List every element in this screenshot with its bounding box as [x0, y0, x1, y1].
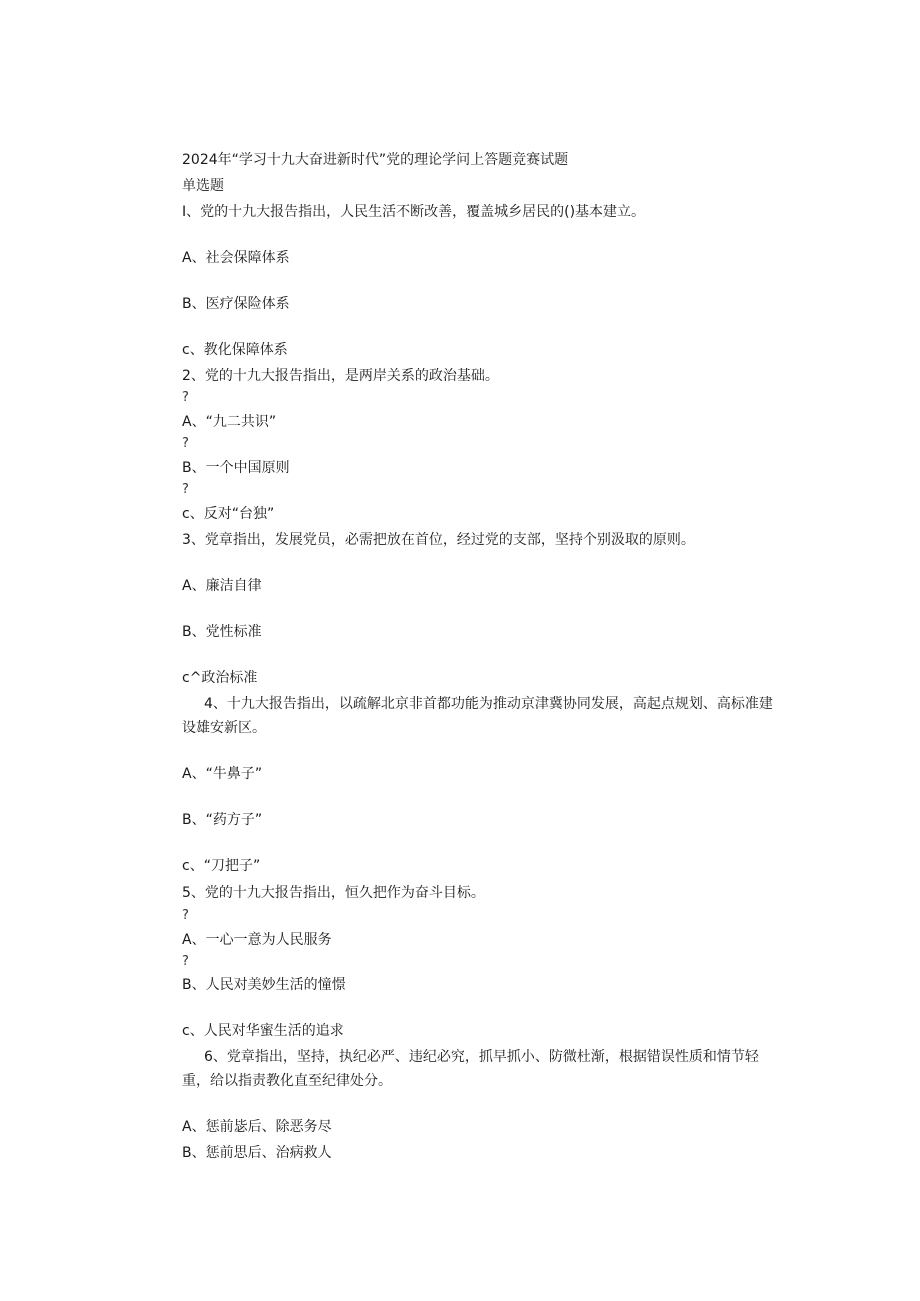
- question-5-stem: 5、党的十九大报告指出，恒久把作为奋斗目标。: [182, 885, 485, 901]
- question-2-option-b: B、一个中国原则: [182, 460, 290, 476]
- question-mark: ?: [182, 954, 189, 969]
- question-6-option-a: A、惩前毖后、除恶务尽: [182, 1119, 332, 1135]
- question-mark: ?: [182, 482, 189, 497]
- question-5-option-c: c、人民对华蜜生活的追求: [182, 1023, 344, 1039]
- question-2-option-a: A、“九二共识”: [182, 414, 277, 430]
- question-5-option-a: A、一心一意为人民服务: [182, 932, 332, 948]
- question-2-stem: 2、党的十九大报告指出，是两岸关系的政治基础。: [182, 368, 499, 384]
- question-3-option-a: A、廉洁自律: [182, 578, 262, 594]
- document-title: 2024年“学习十九大奋进新时代”党的理论学问上答题竞赛试题: [182, 152, 569, 168]
- question-3-option-b: B、党性标准: [182, 624, 262, 640]
- question-3-stem: 3、党章指出，发展党员，必需把放在首位，经过党的支部，坚持个别汲取的原则。: [182, 532, 695, 548]
- question-5-option-b: B、人民对美妙生活的憧憬: [182, 977, 346, 993]
- question-4-stem: 4、十九大报告指出，以疏解北京非首都功能为推动京津冀协同发展，高起点规划、高标准建设雄安新区。: [182, 696, 773, 736]
- question-mark: ?: [182, 908, 189, 923]
- question-2-option-c: c、反对“台独”: [182, 506, 275, 522]
- question-4-option-b: B、“药方子”: [182, 812, 263, 828]
- question-1-stem: I、党的十九大报告指出，人民生活不断改善，覆盖城乡居民的()基本建立。: [182, 204, 646, 220]
- question-mark: ?: [182, 436, 189, 451]
- question-6-stem: 6、党章指出，坚持，执纪必严、违纪必究，抓早抓小、防微杜渐，根据错误性质和情节轻重，给以指责教化直至纪律处分。: [182, 1049, 759, 1089]
- question-1-option-c: c、教化保障体系: [182, 342, 288, 358]
- question-3-option-c: c^政治标准: [182, 670, 258, 686]
- question-1-option-a: A、社会保障体系: [182, 250, 290, 266]
- question-mark: ?: [182, 390, 189, 405]
- question-4-option-a: A、“牛鼻子”: [182, 766, 263, 782]
- question-1-option-b: B、医疗保险体系: [182, 296, 290, 312]
- question-4-option-c: c、“刀把子”: [182, 858, 261, 874]
- question-6-option-b: B、惩前思后、治病救人: [182, 1145, 332, 1161]
- section-heading: 单选题: [182, 178, 224, 194]
